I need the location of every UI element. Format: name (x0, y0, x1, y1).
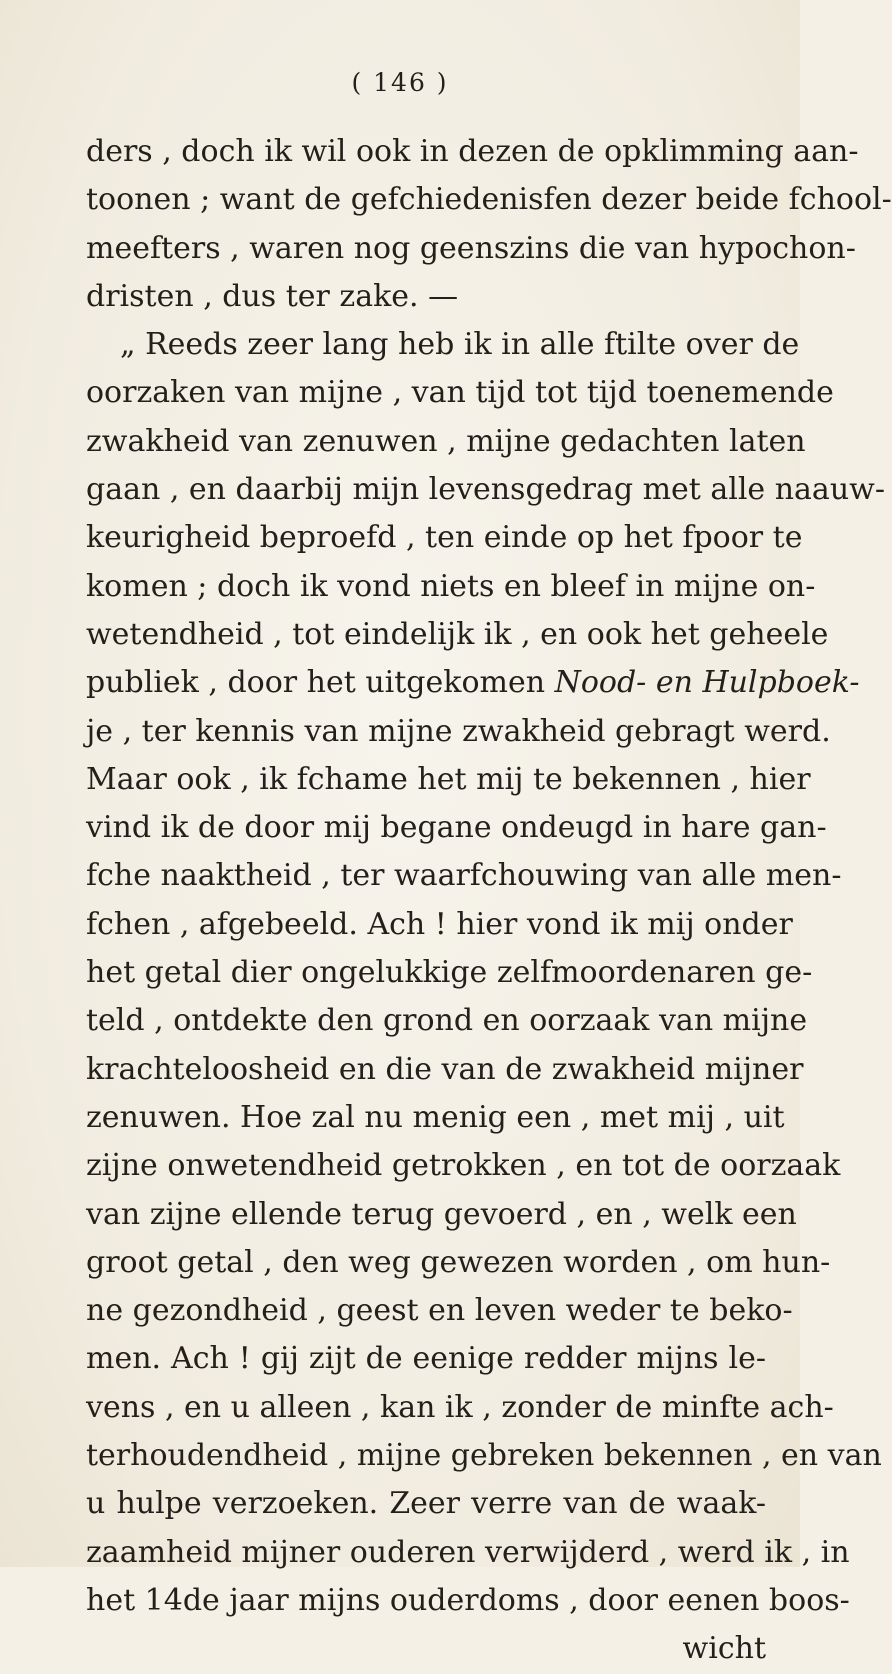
text-line: toonen ; want de gefchiedenisfen dezer beide fchool- (86, 182, 892, 218)
text-line: meefters , waren nog geenszins die van hypochon- (86, 230, 856, 266)
text-line: dristen , dus ter zake. — (86, 278, 459, 314)
text-line: terhoudendheid , mijne gebreken bekennen , en van (86, 1438, 882, 1474)
text-line: men. Ach ! gij zijt de eenige redder mijns le- (86, 1341, 766, 1377)
text-line: zijne onwetendheid getrokken , en tot de oorzaak (86, 1148, 841, 1184)
catchword: wicht (682, 1631, 766, 1667)
text-line: het getal dier ongelukkige zelfmoordenaren ge- (86, 955, 813, 991)
text-line: krachteloosheid en die van de zwakheid mijner (86, 1051, 804, 1087)
text-line: u hulpe verzoeken. Zeer verre van de waak- (86, 1486, 766, 1522)
text-line: ne gezondheid , geest en leven weder te beko- (86, 1293, 793, 1329)
text-line: komen ; doch ik vond niets en bleef in mijne on- (86, 568, 816, 604)
text-line: Maar ook , ik fchame het mij te bekennen , hier (86, 761, 811, 797)
text-line: ders , doch ik wil ook in dezen de opklimming aan- (86, 134, 859, 169)
text-line: fchen , afgebeeld. Ach ! hier vond ik mij onder (86, 906, 793, 942)
text-line: oorzaken van mijne , van tijd tot tijd toenemende (86, 375, 834, 411)
text-line: het 14de jaar mijns ouderdoms , door eenen boos- (86, 1582, 850, 1618)
text-line: vind ik de door mij begane ondeugd in hare gan- (86, 810, 827, 846)
text-line: van zijne ellende terug gevoerd , en , welk een (86, 1196, 797, 1232)
text-line: vens , en u alleen , kan ik , zonder de minfte ach- (86, 1389, 834, 1425)
text-line: teld , ontdekte den grond en oorzaak van mijne (86, 1003, 808, 1039)
text-line: fche naaktheid , ter waarfchouwing van alle men- (86, 858, 842, 894)
book-title: Nood- en Hulpboek- (554, 665, 860, 701)
text-line: keurigheid beproefd , ten einde op het fpoor te (86, 520, 803, 556)
text-line: zaamheid mijner ouderen verwijderd , werd ik , in (86, 1534, 850, 1570)
text-line: groot getal , den weg gewezen worden , om hun- (86, 1244, 831, 1280)
text-line: gaan , en daarbij mijn levensgedrag met alle naauw- (86, 472, 885, 508)
text-line: wetendheid , tot eindelijk ik , en ook het geheele (86, 616, 829, 652)
text-line: zenuwen. Hoe zal nu menig een , met mij , uit (86, 1099, 785, 1135)
text-segment: publiek , door het uitgekomen (86, 665, 546, 701)
text-line: zwakheid van zenuwen , mijne gedachten laten (86, 423, 806, 459)
body-text (86, 128, 892, 1674)
text-line-with-title (86, 659, 860, 707)
text-line: je , ter kennis van mijne zwakheid gebragt werd. (86, 713, 831, 749)
paragraph-start-line: „ Reeds zeer lang heb ik in alle ftilte over de (120, 327, 800, 363)
page-number: ( 146 ) (351, 68, 449, 97)
